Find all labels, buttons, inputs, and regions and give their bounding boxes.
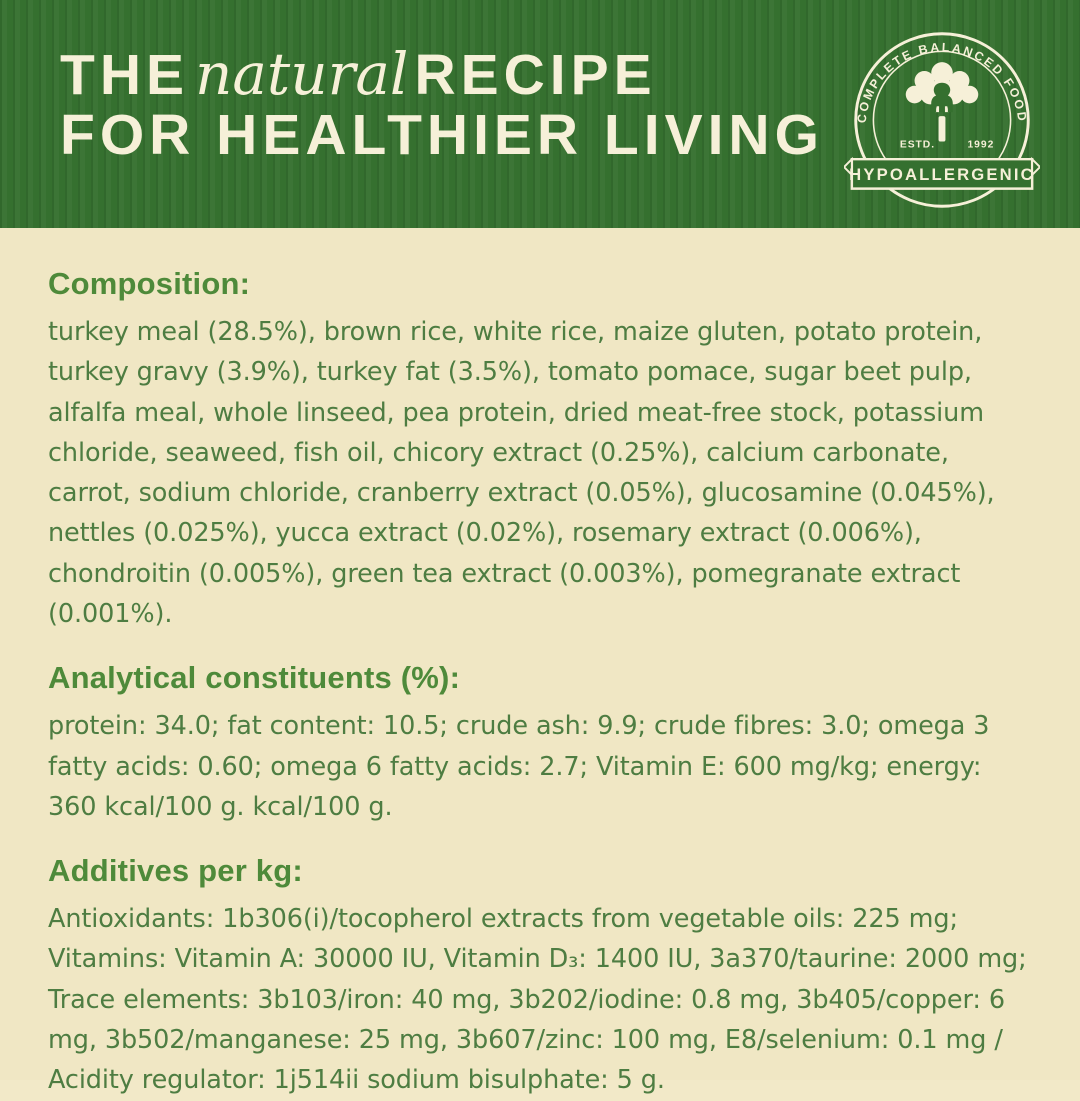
badge-estd-year: 1992 <box>967 139 995 151</box>
title-line-1 <box>60 40 824 108</box>
title-word-the: THE <box>60 43 189 107</box>
title-word-natural: natural <box>195 40 409 108</box>
additives-heading: Additives per kg: <box>48 853 303 889</box>
title-line-2: FOR HEALTHIER LIVING <box>60 103 824 168</box>
page-title <box>60 40 824 168</box>
section-composition <box>48 266 1032 634</box>
section-analytical-constituents <box>48 660 1032 827</box>
ingredients-content <box>0 228 1080 1096</box>
tree-emblem-icon <box>906 61 979 141</box>
additives-text: Antioxidants: 1b306(i)/tocopherol extracts from vegetable oils: 225 mg; Vitamins: Vitamin A: 30000 IU, Vitamin D₃: 1400 IU, 3a370/taurine: 2000 mg; Trace elements: 3b103/iron: 40 mg, 3b202/iodine: 0.8 mg, 3b405/copper: 6 mg, 3b502/manganese: 25 mg, 3b607/zinc: 100 mg, E8/selenium: 0.1 mg / Acidity regulator: 1j514ii sodium bisulphate: 5 g. <box>48 904 1027 1096</box>
badge-ribbon-text: HYPOALLERGENIC <box>849 164 1035 184</box>
header-band <box>0 0 1080 228</box>
composition-text: turkey meal (28.5%), brown rice, white rice, maize gluten, potato protein, turkey gravy (3.9%), turkey fat (3.5%), tomato pomace, sugar beet pulp, alfalfa meal, whole linseed, pea protein, dried meat-free stock, potassium chloride, seaweed, fish oil, chicory extract (0.25%), calcium carbonate, carrot, sodium chloride, cranberry extract (0.05%), glucosamine (0.045%), nettles (0.025%), yucca extract (0.02%), rosemary extract (0.006%), chondroitin (0.005%), green tea extract (0.003%), pomegranate extract (0.001%). <box>48 317 995 629</box>
title-word-recipe: RECIPE <box>414 43 657 107</box>
badge-ribbon <box>844 159 1040 188</box>
hypoallergenic-badge <box>844 22 1040 218</box>
badge-estd-label: ESTD. <box>899 139 936 151</box>
badge-arc-text: COMPLETE BALANCED FOOD <box>854 40 1030 124</box>
badge-seal-icon <box>844 22 1040 218</box>
analytical-constituents-text: protein: 34.0; fat content: 10.5; crude ash: 9.9; crude fibres: 3.0; omega 3 fatty acids: 0.60; omega 6 fatty acids: 2.7; Vitamin E: 600 mg/kg; energy: 360 kcal/100 g. kcal/100 g. <box>48 711 990 822</box>
section-additives <box>48 853 1032 1100</box>
composition-heading: Composition: <box>48 266 251 301</box>
analytical-constituents-heading: Analytical constituents (%): <box>48 660 461 696</box>
